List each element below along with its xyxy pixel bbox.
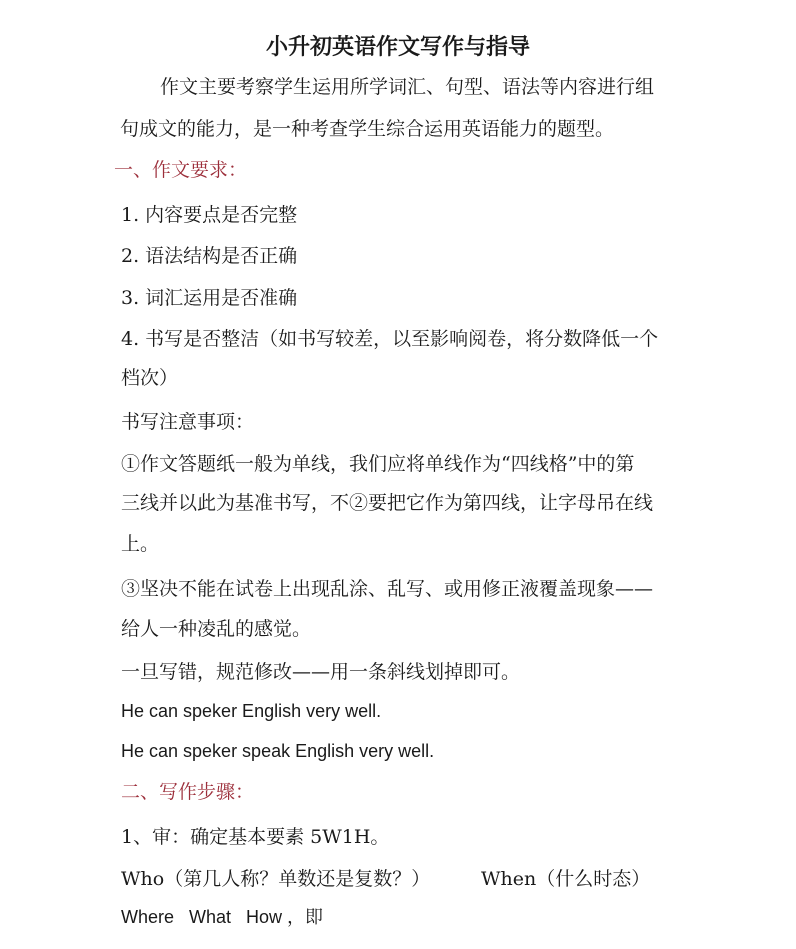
note-line: 三线并以此为基准书写，不②要把它作为第四线，让字母吊在线	[121, 492, 654, 514]
who-line: Who（第几人称？单数还是复数？）	[121, 868, 431, 890]
example-sentence-fixed: He can speker speak English very well.	[121, 741, 435, 761]
intro-line-1: 作文主要考察学生运用所学词汇、句型、语法等内容进行组	[160, 76, 655, 98]
section-heading-requirements: 一、作文要求：	[114, 159, 248, 181]
when-line: When（什么时态）	[481, 868, 651, 890]
note-line: ③坚决不能在试卷上出现乱涂、乱写、或用修正液覆盖现象——	[121, 578, 654, 600]
step-1: 1、审：确定基本要素 5W1H。	[121, 826, 390, 848]
page-title: 小升初英语作文写作与指导	[265, 35, 530, 60]
list-item: 3. 词汇运用是否准确	[121, 287, 298, 309]
note-line: ①作文答题纸一般为单线，我们应将单线作为“四线格”中的第	[121, 453, 635, 475]
note-line: 给人一种凌乱的感觉。	[121, 618, 312, 640]
where-line: Where What How ，即	[121, 907, 324, 927]
list-item-continuation: 档次）	[121, 367, 179, 389]
notes-heading: 书写注意事项：	[121, 411, 255, 433]
list-item: 4. 书写是否整洁（如书写较差，以至影响阅卷，将分数降低一个	[121, 328, 659, 350]
list-item: 1. 内容要点是否完整	[121, 204, 298, 226]
intro-line-2: 句成文的能力，是一种考查学生综合运用英语能力的题型。	[120, 118, 615, 140]
example-sentence-wrong: He can speker English very well.	[121, 701, 382, 721]
note-line: 一旦写错，规范修改——用一条斜线划掉即可。	[121, 661, 521, 683]
list-item: 2. 语法结构是否正确	[121, 245, 298, 267]
note-line: 上。	[121, 533, 160, 555]
section-heading-steps: 二、写作步骤：	[121, 781, 255, 803]
